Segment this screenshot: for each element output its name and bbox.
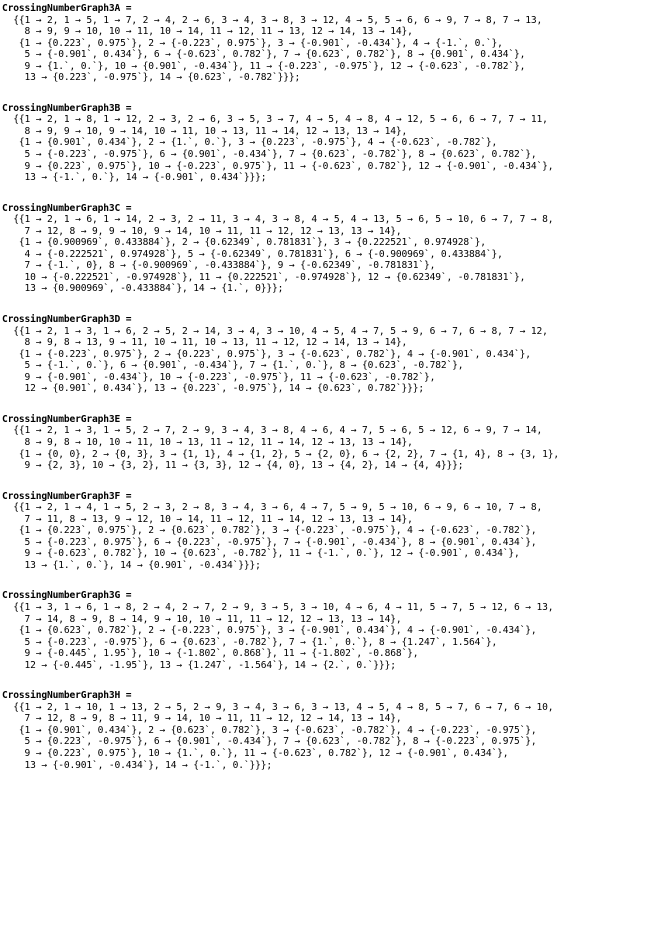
code-line: {{1 → 2, 1 → 3, 1 → 6, 2 → 5, 2 → 14, 3 → 4, 3 → 10, 4 → 5, 4 → 7, 5 → 9, 6 → 7, 6 → 8, 7 → 12,	[2, 325, 548, 337]
code-line: 5 → {-0.223`, -0.975`}, 6 → {0.623`, -0.782`}, 7 → {1.`, 0.`}, 8 → {1.247`, 1.564`},	[2, 636, 498, 648]
code-line: {1 → {0.223`, 0.975`}, 2 → {0.623`, 0.782`}, 3 → {-0.223`, -0.975`}, 4 → {-0.623`, -0.782`},	[2, 525, 537, 537]
code-line: 7 → 11, 8 → 13, 9 → 12, 10 → 14, 11 → 12, 11 → 14, 12 → 13, 13 → 14},	[2, 513, 413, 525]
code-line: 9 → {2, 3}, 10 → {3, 2}, 11 → {3, 3}, 12 → {4, 0}, 13 → {4, 2}, 14 → {4, 4}}};	[2, 460, 464, 472]
code-line: 13 → {1.`, 0.`}, 14 → {0.901`, -0.434`}}};	[2, 559, 261, 571]
variable-name: CrossingNumberGraph3C =	[2, 202, 132, 214]
code-line: {1 → {0.223`, 0.975`}, 2 → {-0.223`, 0.975`}, 3 → {-0.901`, -0.434`}, 4 → {-1.`, 0.`},	[2, 37, 503, 49]
code-line: 8 → 9, 9 → 10, 9 → 14, 10 → 11, 10 → 13, 11 → 14, 12 → 13, 13 → 14},	[2, 125, 408, 137]
code-line: {1 → {0.901`, 0.434`}, 2 → {1.`, 0.`}, 3 → {0.223`, -0.975`}, 4 → {-0.623`, -0.782`},	[2, 137, 498, 149]
code-cell[interactable]	[2, 103, 664, 184]
code-line: 5 → {0.223`, -0.975`}, 6 → {0.901`, -0.434`}, 7 → {0.623`, -0.782`}, 8 → {-0.223`, 0.975`},	[2, 736, 537, 748]
variable-name: CrossingNumberGraph3E =	[2, 413, 132, 425]
code-cell[interactable]	[2, 690, 664, 771]
code-line: {1 → {0.900969`, 0.433884`}, 2 → {0.62349`, 0.781831`}, 3 → {0.222521`, 0.974928`},	[2, 237, 486, 249]
code-line: 7 → 12, 8 → 9, 8 → 11, 9 → 14, 10 → 11, 11 → 12, 12 → 14, 13 → 14},	[2, 713, 402, 725]
code-line: 9 → {-0.901`, -0.434`}, 10 → {-0.223`, -0.975`}, 11 → {-0.623`, -0.782`},	[2, 371, 436, 383]
code-line: 7 → 14, 8 → 9, 8 → 14, 9 → 10, 10 → 11, 11 → 12, 12 → 13, 13 → 14},	[2, 613, 402, 625]
code-line: 5 → {-1.`, 0.`}, 6 → {0.901`, -0.434`}, 7 → {1.`, 0.`}, 8 → {0.623`, -0.782`},	[2, 360, 464, 372]
code-line: {{1 → 2, 1 → 10, 1 → 13, 2 → 5, 2 → 9, 3 → 4, 3 → 6, 3 → 13, 4 → 5, 4 → 8, 5 → 7, 6 → 7, 6 → 10,	[2, 701, 554, 713]
code-line: 7 → 12, 8 → 9, 9 → 10, 9 → 14, 10 → 11, 11 → 12, 12 → 13, 13 → 14},	[2, 225, 402, 237]
code-line: 12 → {-0.445`, -1.95`}, 13 → {1.247`, -1.564`}, 14 → {2.`, 0.`}}};	[2, 659, 396, 671]
variable-name: CrossingNumberGraph3B =	[2, 102, 132, 114]
variable-name: CrossingNumberGraph3A =	[2, 3, 132, 14]
code-line: 10 → {-0.222521`, -0.974928`}, 11 → {0.222521`, -0.974928`}, 12 → {0.62349`, -0.781831`},	[2, 271, 526, 283]
code-cell[interactable]	[2, 590, 664, 671]
code-line: 5 → {-0.901`, 0.434`}, 6 → {-0.623`, 0.782`}, 7 → {0.623`, 0.782`}, 8 → {0.901`, 0.434`},	[2, 49, 526, 61]
code-line: {1 → {0.901`, 0.434`}, 2 → {0.623`, 0.782`}, 3 → {-0.623`, -0.782`}, 4 → {-0.223`, -0.975`},	[2, 724, 537, 736]
code-line: 9 → {0.223`, 0.975`}, 10 → {-0.223`, 0.975`}, 11 → {-0.623`, 0.782`}, 12 → {-0.901`, -0.434`},	[2, 160, 554, 172]
code-line: 5 → {-0.223`, -0.975`}, 6 → {0.901`, -0.434`}, 7 → {0.623`, -0.782`}, 8 → {0.623`, 0.782`},	[2, 149, 537, 161]
code-line: 13 → {0.223`, -0.975`}, 14 → {0.623`, -0.782`}}};	[2, 72, 301, 84]
variable-name: CrossingNumberGraph3G =	[2, 590, 132, 602]
code-line: 13 → {-1.`, 0.`}, 14 → {-0.901`, 0.434`}}};	[2, 172, 267, 184]
code-line: 5 → {-0.223`, 0.975`}, 6 → {0.223`, -0.975`}, 7 → {-0.901`, -0.434`}, 8 → {0.901`, 0.434`},	[2, 536, 537, 548]
code-cell[interactable]	[2, 414, 664, 472]
code-line: {1 → {0, 0}, 2 → {0, 3}, 3 → {1, 1}, 4 → {1, 2}, 5 → {2, 0}, 6 → {2, 2}, 7 → {1, 4}, 8 → {3, 1},	[2, 448, 559, 460]
code-line: {{1 → 2, 1 → 5, 1 → 7, 2 → 4, 2 → 6, 3 → 4, 3 → 8, 3 → 12, 4 → 5, 5 → 6, 6 → 9, 7 → 8, 7 → 13,	[2, 14, 543, 26]
code-line: 9 → {1.`, 0.`}, 10 → {0.901`, -0.434`}, 11 → {-0.223`, -0.975`}, 12 → {-0.623`, -0.782`},	[2, 60, 526, 72]
code-cell[interactable]	[2, 314, 664, 395]
code-line: {{1 → 2, 1 → 6, 1 → 14, 2 → 3, 2 → 11, 3 → 4, 3 → 8, 4 → 5, 4 → 13, 5 → 6, 5 → 10, 6 → 7, 7 → 8,	[2, 214, 554, 226]
code-line: 8 → 9, 9 → 10, 10 → 11, 10 → 14, 11 → 12, 11 → 13, 12 → 14, 13 → 14},	[2, 26, 413, 38]
code-line: 9 → {-0.623`, 0.782`}, 10 → {0.623`, -0.782`}, 11 → {-1.`, 0.`}, 12 → {-0.901`, 0.434`},	[2, 548, 520, 560]
code-line: {1 → {0.623`, 0.782`}, 2 → {-0.223`, 0.975`}, 3 → {-0.901`, 0.434`}, 4 → {-0.901`, -0.434`},	[2, 625, 537, 637]
code-line: 12 → {0.901`, 0.434`}, 13 → {0.223`, -0.975`}, 14 → {0.623`, 0.782`}}};	[2, 383, 424, 395]
variable-name: CrossingNumberGraph3D =	[2, 314, 132, 326]
code-line: {{1 → 2, 1 → 4, 1 → 5, 2 → 3, 2 → 8, 3 → 4, 3 → 6, 4 → 7, 5 → 9, 5 → 10, 6 → 9, 6 → 10, 7 → 8,	[2, 502, 543, 514]
code-line: 8 → 9, 8 → 13, 9 → 11, 10 → 11, 10 → 13, 11 → 12, 12 → 14, 13 → 14},	[2, 337, 408, 349]
code-line: 13 → {0.900969`, -0.433884`}, 14 → {1.`, 0}}};	[2, 283, 284, 295]
variable-name: CrossingNumberGraph3H =	[2, 690, 132, 702]
code-cell[interactable]	[2, 3, 664, 84]
code-line: 4 → {-0.222521`, 0.974928`}, 5 → {-0.62349`, 0.781831`}, 6 → {-0.900969`, 0.433884`},	[2, 248, 503, 260]
code-line: 9 → {0.223`, 0.975`}, 10 → {1.`, 0.`}, 11 → {-0.623`, 0.782`}, 12 → {-0.901`, 0.434`},	[2, 747, 509, 759]
code-line: {1 → {-0.223`, 0.975`}, 2 → {0.223`, 0.975`}, 3 → {-0.623`, 0.782`}, 4 → {-0.901`, 0.434`},	[2, 348, 531, 360]
code-line: 7 → {-1.`, 0}, 8 → {-0.900969`, -0.433884`}, 9 → {-0.62349`, -0.781831`},	[2, 260, 436, 272]
variable-name: CrossingNumberGraph3F =	[2, 490, 132, 502]
code-cell[interactable]	[2, 203, 664, 295]
code-line: {{1 → 2, 1 → 3, 1 → 5, 2 → 7, 2 → 9, 3 → 4, 3 → 8, 4 → 6, 4 → 7, 5 → 6, 5 → 12, 6 → 9, 7 → 14,	[2, 425, 543, 437]
code-line: 13 → {-0.901`, -0.434`}, 14 → {-1.`, 0.`}}};	[2, 759, 273, 771]
code-line: 9 → {-0.445`, 1.95`}, 10 → {-1.802`, 0.868`}, 11 → {-1.802`, -0.868`},	[2, 648, 419, 660]
code-line: 8 → 9, 8 → 10, 10 → 11, 10 → 13, 11 → 12, 11 → 14, 12 → 13, 13 → 14},	[2, 436, 413, 448]
code-line: {{1 → 2, 1 → 8, 1 → 12, 2 → 3, 2 → 6, 3 → 5, 3 → 7, 4 → 5, 4 → 8, 4 → 12, 5 → 6, 6 → 7, 7 → 11,	[2, 114, 548, 126]
code-line: {{1 → 3, 1 → 6, 1 → 8, 2 → 4, 2 → 7, 2 → 9, 3 → 5, 3 → 10, 4 → 6, 4 → 11, 5 → 7, 5 → 12, 6 → 13,	[2, 601, 554, 613]
code-cell[interactable]	[2, 491, 664, 572]
